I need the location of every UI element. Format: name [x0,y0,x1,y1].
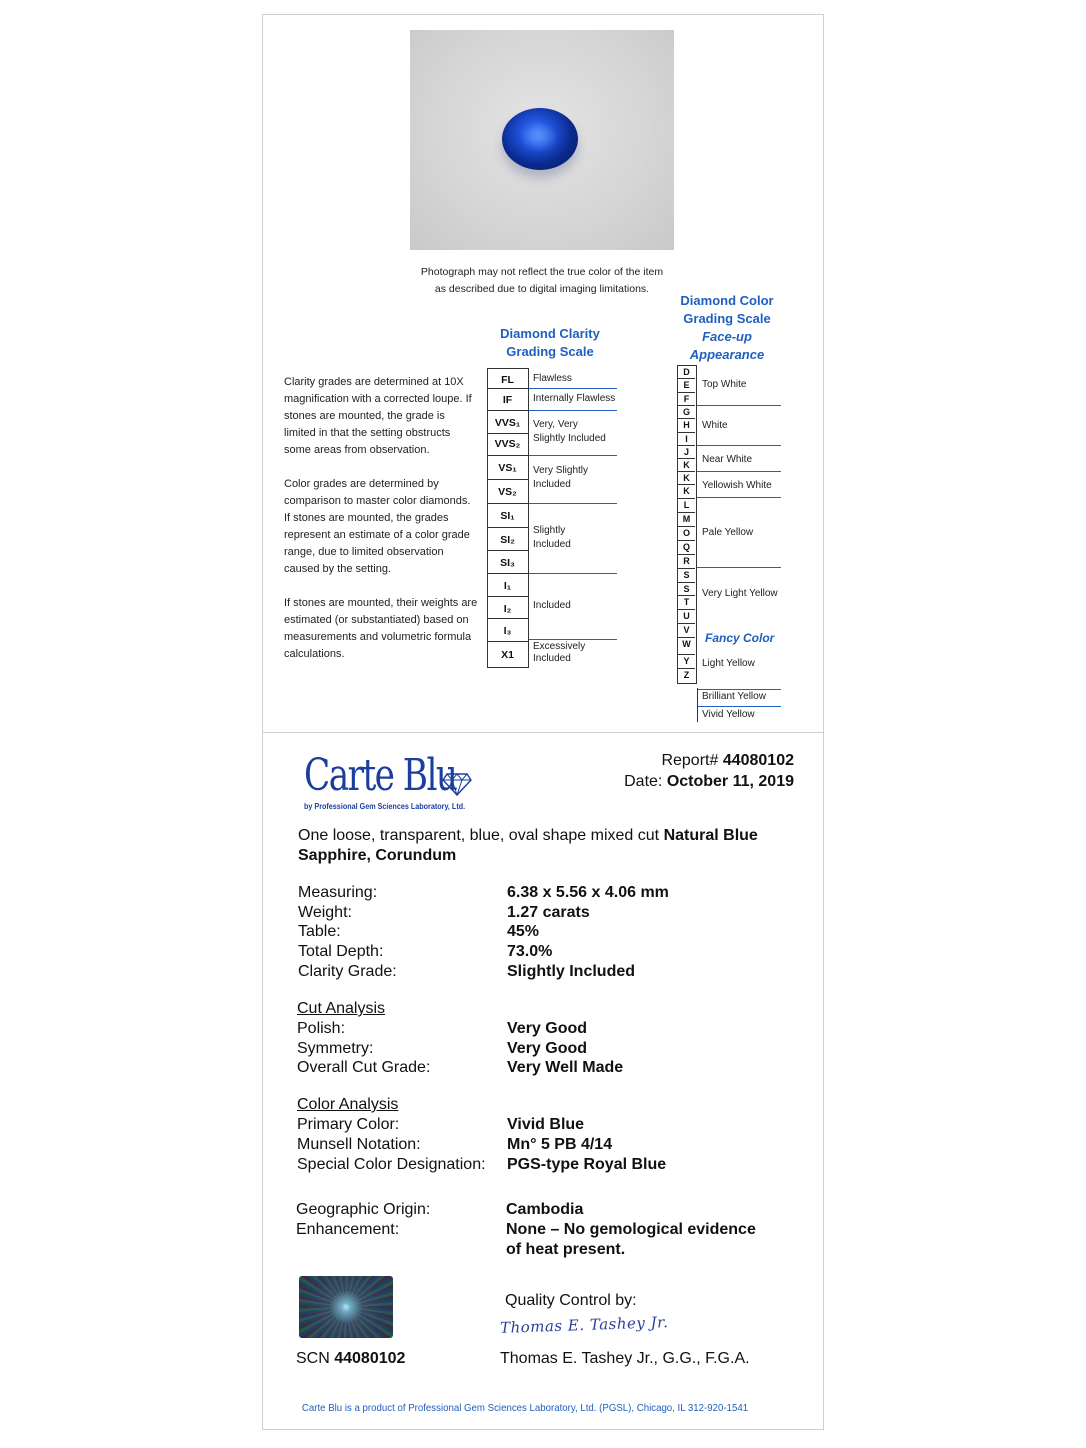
clarity-row-line [487,410,529,411]
color-analysis-title: Color Analysis [297,1096,399,1113]
color-row-line [678,418,695,419]
clarity-desc-vvs [533,418,606,446]
color-row-line [678,668,695,669]
clarity-row-line [487,388,529,389]
report-number: 44080102 [722,752,794,769]
color-title-line-2: Grading Scale [683,311,771,326]
report-label: Report# [661,752,719,769]
cut-label: Overall Cut Grade: [297,1059,431,1076]
diamond-icon [442,772,472,796]
quality-control-label: Quality Control by: [505,1292,637,1309]
scn-number: 44080102 [334,1350,406,1367]
color-desc-very-light-yellow: Very Light Yellow [702,588,778,599]
logo-subtitle: by Professional Gem Sciences Laboratory, Ltd. [304,802,466,811]
measurement-label: Measuring: [298,884,378,901]
footer-text: Carte Blu is a product of Professional Gem Sciences Laboratory, Ltd. (PGSL), Chicago, IL 312-920-1541 [301,1402,749,1414]
color-group-line [697,497,781,498]
clarity-grade: FL [501,374,514,386]
clarity-group-line [529,639,617,640]
color-row-line [678,498,695,499]
clarity-row-line [487,455,529,456]
clarity-desc-x1 [533,641,585,665]
color-letter: L [683,500,690,510]
clarity-grade: SI₂ [500,534,515,546]
color-row-line [678,432,695,433]
clarity-desc-si-line-1: Slightly [533,525,566,536]
color-row-line [678,568,695,569]
clarity-row-line [487,479,529,480]
color-letter: S [683,584,690,594]
description-bold-2: Sapphire, Corundum [298,847,457,864]
color-letter: M [682,514,691,524]
clarity-desc-x1-line-2: Included [533,653,571,664]
signature: Thomas E. Tashey Jr. [499,1313,669,1337]
clarity-grade-column [487,368,529,668]
photo-caption [400,264,684,298]
color-letter: S [683,570,690,580]
clarity-title-line-1: Diamond Clarity [500,326,600,341]
clarity-grade: I₂ [503,603,512,615]
color-value: Vivid Blue [507,1116,585,1133]
color-letter: K [683,473,690,483]
color-desc-white: White [702,420,728,431]
color-row-line [678,554,695,555]
color-group-line [697,471,781,472]
clarity-row-line [487,618,529,619]
color-row-line [678,637,695,638]
fancy-color-bar [697,688,698,722]
clarity-desc-x1-line-1: Excessively [533,641,586,652]
color-grade-column [677,365,697,684]
color-letter: T [683,597,690,607]
clarity-grade: VVS₂ [494,438,521,450]
color-letter: V [683,625,690,635]
color-group-line [697,405,781,406]
color-label: Primary Color: [297,1116,400,1133]
color-letter: K [683,460,690,470]
color-desc-pale-yellow: Pale Yellow [702,527,754,538]
color-row-line [678,471,695,472]
date-value: October 11, 2019 [666,773,794,790]
clarity-desc-if: Internally Flawless [533,393,616,404]
color-letter: W [682,639,691,649]
color-row-line [678,484,695,485]
enhancement-value-1: None – No gemological evidence [506,1221,756,1238]
measurement-label: Total Depth: [298,943,384,960]
clarity-group-line [529,410,617,411]
color-letter: D [683,367,690,377]
clarity-grade: SI₃ [500,557,515,569]
color-letter: J [683,447,689,457]
measurement-label: Weight: [298,904,352,921]
color-letter: F [683,394,690,404]
caption-line-2: as described due to digital imaging limitations. [434,283,650,295]
color-title-line-1: Diamond Color [680,293,774,308]
description-bold-1: Natural Blue [663,827,758,844]
clarity-desc-i: Included [533,600,571,611]
color-row-line [678,526,695,527]
clarity-desc-vvs-line-2: Slightly Included [533,433,606,444]
color-row-line [678,654,695,655]
cut-value: Very Good [507,1020,588,1037]
section-divider [262,732,824,733]
color-letter: G [682,407,690,417]
clarity-desc-si-line-2: Included [533,539,571,550]
color-value: Mn° 5 PB 4/14 [507,1136,613,1153]
report-date-line [624,771,794,792]
measurement-value: 73.0% [507,943,553,960]
color-row-line [678,458,695,459]
logo-wordmark: Carte Blu [304,750,457,801]
carte-blu-logo [304,752,499,811]
color-row-line [678,609,695,610]
cut-value: Very Well Made [507,1059,624,1076]
cut-label: Symmetry: [297,1040,374,1057]
color-group-line [697,689,781,690]
note-color: Color grades are determined by comparison to master color diamonds. If stones are mounted, the grades represent an estimate of a color grade range, due to limited observation caused by the setting. [284,478,471,575]
color-letter: Z [683,670,690,680]
note-clarity: Clarity grades are determined at 10X magnification with a corrected loupe. If stones are mounted, the grade is limited in that the setting obstructs some areas from observation. [284,376,472,456]
color-letter: K [683,486,690,496]
clarity-row-line [487,573,529,574]
color-row-line [678,623,695,624]
clarity-row-line [487,433,529,434]
color-group-line [697,706,781,707]
color-title-line-4: Appearance [689,347,765,362]
measurement-label: Clarity Grade: [298,963,397,980]
cut-analysis-title: Cut Analysis [297,1000,386,1017]
enhancement-label: Enhancement: [296,1221,400,1238]
color-letter: Q [682,542,690,552]
clarity-row-line [487,596,529,597]
clarity-row-line [487,550,529,551]
clarity-row-line [487,503,529,504]
color-desc-vivid-yellow: Vivid Yellow [702,709,755,720]
color-letter: O [682,528,690,538]
clarity-desc-vs-line-1: Very Slightly [533,465,589,476]
clarity-grade: X1 [501,649,514,661]
origin-label: Geographic Origin: [296,1201,431,1218]
clarity-desc-flawless: Flawless [533,373,572,384]
clarity-desc-si [533,524,571,552]
clarity-group-line [529,388,617,389]
date-label: Date: [624,773,663,790]
measurement-value: 1.27 carats [507,904,590,921]
measurement-value: 45% [507,923,540,940]
hologram-seal [299,1276,393,1338]
color-group-line [697,567,781,568]
cut-value: Very Good [507,1040,588,1057]
enhancement-value-2: of heat present. [506,1241,626,1258]
grading-notes [284,374,478,680]
color-desc-yellowish-white: Yellowish White [702,480,772,491]
clarity-group-line [529,503,617,504]
color-row-line [678,405,695,406]
measurement-value: 6.38 x 5.56 x 4.06 mm [507,884,669,901]
color-scale-title [660,292,794,364]
color-letter: E [683,380,690,390]
color-desc-brilliant-yellow: Brilliant Yellow [702,691,766,702]
clarity-grade: VVS₁ [494,417,521,429]
description-plain: One loose, transparent, blue, oval shape mixed cut [298,827,660,844]
color-group-line [697,445,781,446]
clarity-title-line-2: Grading Scale [506,344,594,359]
color-row-line [678,378,695,379]
color-letter: U [683,611,690,621]
color-row-line [678,540,695,541]
color-desc-top-white: Top White [702,379,747,390]
color-label: Munsell Notation: [297,1136,421,1153]
color-desc-fancy-color: Fancy Color [705,631,775,645]
color-row-line [678,582,695,583]
color-row-line [678,595,695,596]
clarity-row-line [487,641,529,642]
note-weight: If stones are mounted, their weights are estimated (or substantiated) based on measurements and volumetric formula calculations. [284,597,478,660]
clarity-group-line [529,573,617,574]
clarity-grade: I₃ [503,625,512,637]
clarity-desc-vs-line-2: Included [533,479,571,490]
color-desc-near-white: Near White [702,454,753,465]
color-row-line [678,392,695,393]
clarity-desc-vvs-line-1: Very, Very [533,419,578,430]
signer-name: Thomas E. Tashey Jr., G.G., F.G.A. [500,1350,750,1367]
clarity-grade: VS₁ [498,462,517,474]
report-header [624,750,794,792]
measurement-value: Slightly Included [507,963,636,980]
caption-line-1: Photograph may not reflect the true color of the item [420,266,664,278]
color-letter: I [685,434,688,444]
clarity-scale-title [470,325,630,361]
origin-value: Cambodia [506,1201,584,1218]
color-value: PGS-type Royal Blue [507,1156,667,1173]
report-number-line [624,750,794,771]
color-row-line [678,512,695,513]
clarity-grade: SI₁ [500,510,515,522]
clarity-group-line [529,455,617,456]
clarity-grade: I₁ [503,580,512,592]
scn-label: SCN [296,1350,330,1367]
clarity-row-line [487,527,529,528]
color-title-line-3: Face-up [702,329,752,344]
color-label: Special Color Designation: [297,1156,486,1173]
color-letter: H [683,420,690,430]
clarity-grade: VS₂ [498,486,517,498]
cut-label: Polish: [297,1020,346,1037]
color-row-line [678,445,695,446]
color-desc-light-yellow: Light Yellow [702,658,755,669]
scn-line [296,1350,405,1368]
clarity-desc-vs [533,464,588,492]
clarity-grade: IF [502,394,513,406]
measurement-label: Table: [298,923,341,940]
stone-description [298,826,798,866]
color-letter: Y [683,656,690,666]
sapphire-image [502,108,578,170]
color-letter: R [683,556,690,566]
gem-photo [410,30,674,250]
